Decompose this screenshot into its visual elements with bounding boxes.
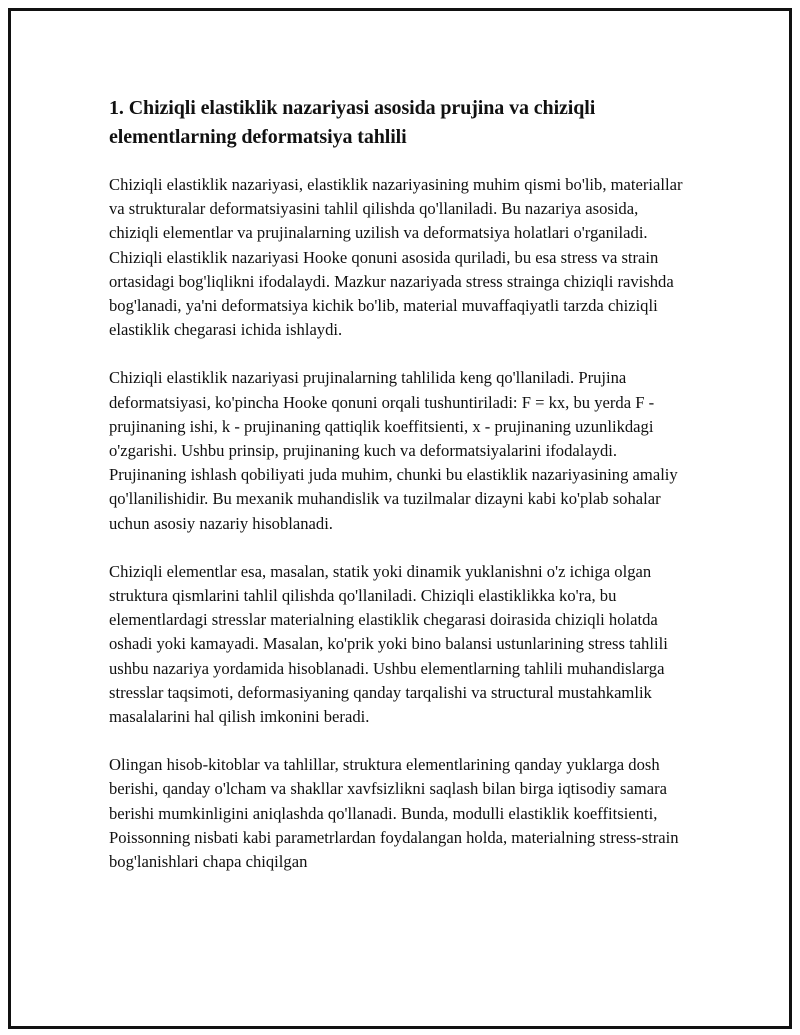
- paragraph-4: Olingan hisob-kitoblar va tahlillar, struktura elementlarining qanday yuklarga dosh berishi, qanday o'lcham va shakllar xavfsizlikni saqlash bilan birga iqtisodiy samara berishi mumkinligini aniqlashda qo'llanadi. Bunda, modulli elastiklik koeffitsienti, Poissonning nisbati kabi parametrlardan foydalangan holda, materialning stress-strain bog'lanishlari chapa chiqilgan: [109, 755, 679, 872]
- paragraph-2: Chiziqli elastiklik nazariyasi prujinalarning tahlilida keng qo'llaniladi. Prujina deformatsiyasi, ko'pincha Hooke qonuni orqali tushuntiriladi: F = kx, bu yerda F - prujinaning ishi, k - prujinaning qattiqlik koeffitsienti, x - prujinaning uzunlikdagi o'zgarishi. Ushbu prinsip, prujinaning kuch va deformatsiyalarini ifodalaydi. Prujinaning ishlash qobiliyati juda muhim, chunki bu elastiklik nazariyasining amaliy qo'llanilishidir. Bu mexanik muhandislik va tuzilmalar dizayni kabi ko'plab sohalar uchun asosiy nazariy hisoblanadi.: [109, 368, 678, 533]
- paragraph-3: Chiziqli elementlar esa, masalan, statik yoki dinamik yuklanishni o'z ichiga olgan struktura qismlarini tahlil qilishda qo'llaniladi. Chiziqli elastiklikka ko'ra, bu elementlardagi stresslar materialning elastiklik chegarasi doirasida chiziqli holatda oshadi yoki kamayadi. Masalan, ko'prik yoki bino balansi ustunlarining stress tahlili ushbu nazariya yordamida hisoblanadi. Ushbu elementlarning tahlili muhandislarga stresslar taqsimoti, deformasiyaning qanday tarqalishi va structural mustahkamlik masalalarini hal qilish imkonini beradi.: [109, 561, 668, 727]
- document-body: [109, 94, 684, 874]
- section-heading: 1. Chiziqli elastiklik nazariyasi asosida prujina va chiziqli elementlarning deformatsiya tahlili: [109, 97, 596, 148]
- paragraph-1: Chiziqli elastiklik nazariyasi, elastiklik nazariyasining muhim qismi bo'lib, materiallar va strukturalar deformatsiyasini tahlil qilishda qo'llaniladi. Bu nazariya asosida, chiziqli elementlar va prujinalarning uzilish va deformatsiya holatlari o'rganiladi. Chiziqli elastiklik nazariyasi Hooke qonuni asosida quriladi, bu esa stress va strain ortasidagi bog'liqlikni ifodalaydi. Mazkur nazariyada stress strainga chiziqli ravishda bog'lanadi, ya'ni deformatsiya kichik bo'lib, material muvaffaqiyatli tarzda chiziqli elastiklik chegarasi ichida ishlaydi.: [109, 175, 683, 340]
